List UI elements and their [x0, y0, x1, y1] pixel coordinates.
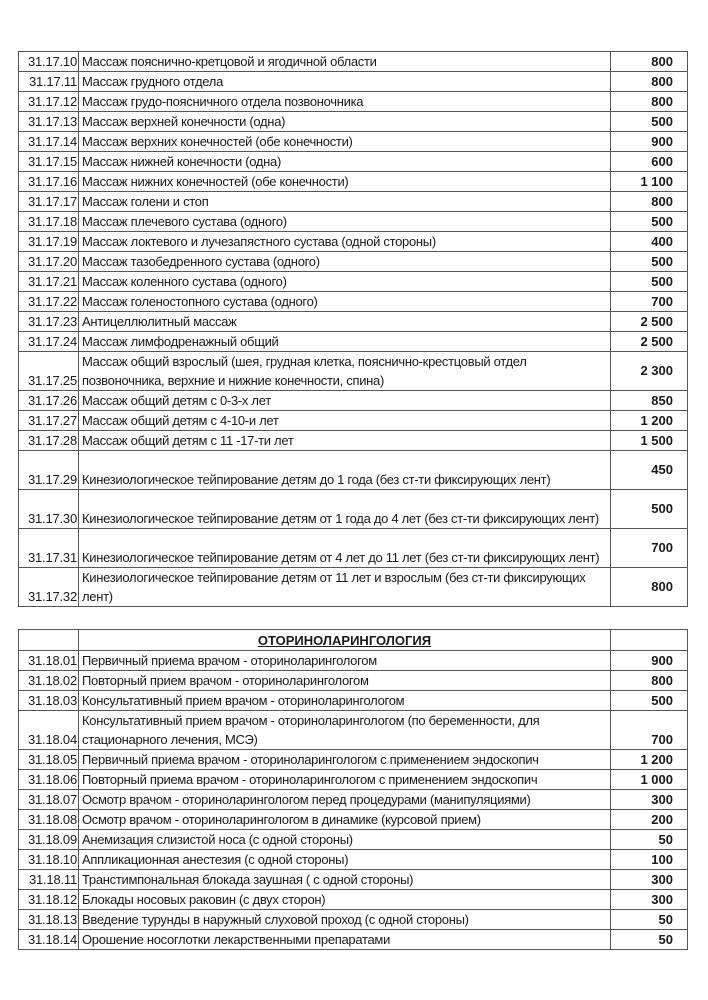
service-name: Массаж общий детям с 11 -17-ти лет: [79, 431, 611, 451]
service-price: 850: [611, 391, 688, 411]
service-price: 500: [611, 212, 688, 232]
service-name: Массаж голени и стоп: [79, 192, 611, 212]
table-row: [19, 312, 688, 332]
service-code: 31.17.17: [19, 192, 79, 212]
service-code: 31.18.07: [19, 790, 79, 810]
service-code: 31.18.09: [19, 830, 79, 850]
section-header-price-cell: [611, 630, 688, 651]
table-row: [19, 790, 688, 810]
table-row: [19, 750, 688, 770]
table-row: [19, 292, 688, 312]
service-price: 50: [611, 910, 688, 930]
service-name: Массаж тазобедренного сустава (одного): [79, 252, 611, 272]
service-price: 450: [611, 451, 688, 490]
service-name: Массаж плечевого сустава (одного): [79, 212, 611, 232]
service-name: Транстимпональная блокада заушная ( с одной стороны): [79, 870, 611, 890]
service-price: 1 200: [611, 750, 688, 770]
table-row: [19, 232, 688, 252]
service-price: 2 300: [611, 352, 688, 391]
service-price: 1 100: [611, 172, 688, 192]
table-row: [19, 352, 688, 391]
service-name: Массаж локтевого и лучезапястного сустава (одной стороны): [79, 232, 611, 252]
service-price: 500: [611, 112, 688, 132]
service-name: Массаж общий взрослый (шея, грудная клетка, пояснично-крестцовый отдел позвоночника, верхние и нижние конечности, спина): [79, 352, 611, 391]
table-row: [19, 651, 688, 671]
service-price: 300: [611, 790, 688, 810]
service-price: 1 200: [611, 411, 688, 431]
service-code: 31.17.13: [19, 112, 79, 132]
service-price: 100: [611, 850, 688, 870]
service-code: 31.17.25: [19, 352, 79, 391]
service-code: 31.17.31: [19, 529, 79, 568]
service-price: 800: [611, 192, 688, 212]
service-name: Массаж нижних конечностей (обе конечности): [79, 172, 611, 192]
service-code: 31.17.20: [19, 252, 79, 272]
service-name: Повторный прием врачом - оториноларингологом: [79, 671, 611, 691]
service-code: 31.17.23: [19, 312, 79, 332]
service-price: 300: [611, 870, 688, 890]
service-code: 31.17.10: [19, 52, 79, 72]
service-price: 200: [611, 810, 688, 830]
service-code: 31.18.10: [19, 850, 79, 870]
table-row: [19, 930, 688, 950]
service-name: Массаж лимфодренажный общий: [79, 332, 611, 352]
table-row: [19, 529, 688, 568]
service-name: Кинезиологическое тейпирование детям до 1 года (без ст-ти фиксирующих лент): [79, 451, 611, 490]
service-price: 800: [611, 72, 688, 92]
service-name: Первичный приема врачом - оториноларингологом: [79, 651, 611, 671]
table-row: [19, 431, 688, 451]
table-row: [19, 451, 688, 490]
service-code: 31.18.12: [19, 890, 79, 910]
service-name: Анемизация слизистой носа (с одной стороны): [79, 830, 611, 850]
table-row: [19, 252, 688, 272]
massage-price-table: [18, 51, 688, 607]
table-row: [19, 172, 688, 192]
service-price: 700: [611, 292, 688, 312]
service-price: 500: [611, 691, 688, 711]
service-price: 800: [611, 52, 688, 72]
service-price: 500: [611, 490, 688, 529]
service-code: 31.18.02: [19, 671, 79, 691]
service-price: 600: [611, 152, 688, 172]
service-name: Осмотр врачом - оториноларингологом перед процедурами (манипуляциями): [79, 790, 611, 810]
service-price: 2 500: [611, 312, 688, 332]
service-name: Введение турунды в наружный слуховой проход (с одной стороны): [79, 910, 611, 930]
service-code: 31.17.12: [19, 92, 79, 112]
table-row: [19, 671, 688, 691]
table-row: [19, 272, 688, 292]
service-price: 800: [611, 568, 688, 607]
service-code: 31.18.05: [19, 750, 79, 770]
table-row: [19, 391, 688, 411]
table-row: [19, 850, 688, 870]
table-row: [19, 411, 688, 431]
service-name: Массаж голеностопного сустава (одного): [79, 292, 611, 312]
service-name: Повторный приема врачом - оториноларингологом с применением эндоскопич: [79, 770, 611, 790]
service-price: 400: [611, 232, 688, 252]
service-price: 50: [611, 830, 688, 850]
service-price: 500: [611, 252, 688, 272]
service-code: 31.17.18: [19, 212, 79, 232]
service-price: 1 000: [611, 770, 688, 790]
service-code: 31.18.01: [19, 651, 79, 671]
service-code: 31.17.22: [19, 292, 79, 312]
service-price: 700: [611, 711, 688, 750]
service-code: 31.18.03: [19, 691, 79, 711]
table-row: [19, 192, 688, 212]
service-name: Антицеллюлитный массаж: [79, 312, 611, 332]
service-name: Массаж коленного сустава (одного): [79, 272, 611, 292]
table-row: [19, 711, 688, 750]
service-name: Массаж пояснично-кретцовой и ягодичной области: [79, 52, 611, 72]
service-code: 31.18.11: [19, 870, 79, 890]
table-row: [19, 132, 688, 152]
service-code: 31.18.04: [19, 711, 79, 750]
table-row: [19, 72, 688, 92]
service-name: Массаж нижней конечности (одна): [79, 152, 611, 172]
service-name: Консультативный прием врачом - оториноларингологом (по беременности, для стационарного лечения, МСЭ): [79, 711, 611, 750]
service-price: 300: [611, 890, 688, 910]
service-name: Первичный приема врачом - оториноларингологом с применением эндоскопич: [79, 750, 611, 770]
service-name: Кинезиологическое тейпирование детям от 4 лет до 11 лет (без ст-ти фиксирующих лент): [79, 529, 611, 568]
service-price: 800: [611, 92, 688, 112]
service-price: 2 500: [611, 332, 688, 352]
service-code: 31.17.28: [19, 431, 79, 451]
service-code: 31.17.19: [19, 232, 79, 252]
service-name: Массаж грудного отдела: [79, 72, 611, 92]
service-code: 31.17.27: [19, 411, 79, 431]
table-row: [19, 568, 688, 607]
table-row: [19, 691, 688, 711]
service-price: 50: [611, 930, 688, 950]
service-name: Аппликационная анестезия (с одной стороны): [79, 850, 611, 870]
table-row: [19, 870, 688, 890]
service-code: 31.17.15: [19, 152, 79, 172]
service-code: 31.17.14: [19, 132, 79, 152]
table-row: [19, 332, 688, 352]
service-name: Массаж общий детям с 4-10-и лет: [79, 411, 611, 431]
service-name: Массаж общий детям с 0-3-х лет: [79, 391, 611, 411]
section-title: ОТОРИНОЛАРИНГОЛОГИЯ: [79, 630, 611, 651]
service-code: 31.18.08: [19, 810, 79, 830]
service-code: 31.17.21: [19, 272, 79, 292]
service-code: 31.17.30: [19, 490, 79, 529]
table-row: [19, 490, 688, 529]
table-row: [19, 770, 688, 790]
service-code: 31.18.14: [19, 930, 79, 950]
service-name: Кинезиологическое тейпирование детям от 11 лет и взрослым (без ст-ти фиксирующих лент): [79, 568, 611, 607]
service-code: 31.17.16: [19, 172, 79, 192]
table-row: [19, 152, 688, 172]
service-code: 31.17.26: [19, 391, 79, 411]
service-name: Консультативный прием врачом - оториноларингологом: [79, 691, 611, 711]
table-row: [19, 112, 688, 132]
service-price: 900: [611, 132, 688, 152]
service-name: Массаж верхних конечностей (обе конечности): [79, 132, 611, 152]
service-code: 31.17.32: [19, 568, 79, 607]
table-row: [19, 830, 688, 850]
service-price: 900: [611, 651, 688, 671]
service-price: 1 500: [611, 431, 688, 451]
table-row: [19, 910, 688, 930]
service-name: Массаж грудо-поясничного отдела позвоночника: [79, 92, 611, 112]
table-row: [19, 890, 688, 910]
service-name: Орошение носоглотки лекарственными препаратами: [79, 930, 611, 950]
section-header-code-cell: [19, 630, 79, 651]
table-row: [19, 212, 688, 232]
service-price: 500: [611, 272, 688, 292]
table-row: [19, 52, 688, 72]
service-price: 800: [611, 671, 688, 691]
service-name: Блокады носовых раковин (с двух сторон): [79, 890, 611, 910]
table-row: [19, 92, 688, 112]
service-code: 31.17.11: [19, 72, 79, 92]
service-code: 31.18.06: [19, 770, 79, 790]
table-row: [19, 810, 688, 830]
service-name: Кинезиологическое тейпирование детям от 1 года до 4 лет (без ст-ти фиксирующих лент): [79, 490, 611, 529]
service-code: 31.18.13: [19, 910, 79, 930]
service-name: Осмотр врачом - оториноларингологом в динамике (курсовой прием): [79, 810, 611, 830]
service-code: 31.17.29: [19, 451, 79, 490]
service-price: 700: [611, 529, 688, 568]
service-name: Массаж верхней конечности (одна): [79, 112, 611, 132]
section-header-row: [19, 630, 688, 651]
service-code: 31.17.24: [19, 332, 79, 352]
otolaryngology-price-table: [18, 629, 688, 950]
